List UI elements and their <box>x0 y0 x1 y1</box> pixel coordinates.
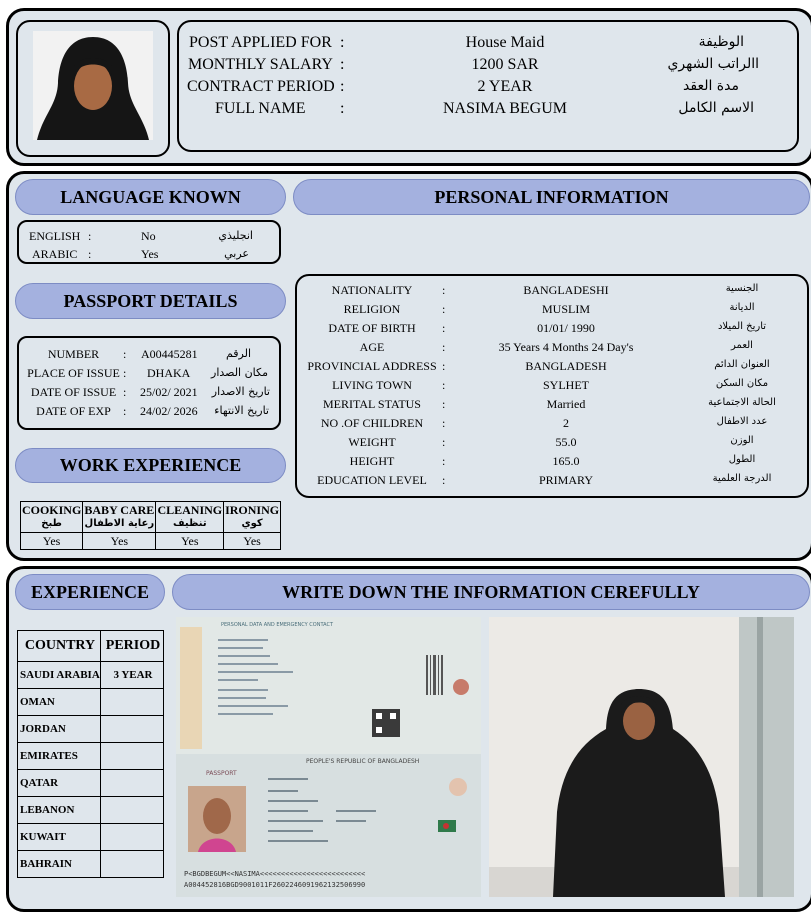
country-cell: KUWAIT <box>18 824 101 851</box>
skill-value: Yes <box>83 533 156 550</box>
country-row <box>18 716 164 743</box>
colon: : <box>442 302 446 316</box>
colon: : <box>442 340 446 354</box>
contract-label: CONTRACT PERIOD <box>187 78 335 95</box>
country-row <box>18 770 164 797</box>
country-cell: EMIRATES <box>18 743 101 770</box>
colon: : <box>442 397 446 411</box>
personal-value: Married <box>546 397 586 411</box>
full-body-photo <box>489 617 794 897</box>
language-title: LANGUAGE KNOWN <box>15 179 286 215</box>
skills-value-row <box>21 533 281 550</box>
personal-value: SYLHET <box>543 378 589 392</box>
passport-value: 24/02/ 2026 <box>140 404 198 418</box>
personal-arabic: الحالة الاجتماعية <box>708 397 776 408</box>
period-cell <box>101 743 164 770</box>
personal-value: BANGLADESH <box>525 359 607 373</box>
emergency-contact-heading: PERSONAL DATA AND EMERGENCY CONTACT <box>221 622 334 628</box>
colon: : <box>88 247 92 261</box>
colon: : <box>340 34 345 51</box>
personal-value: 165.0 <box>552 454 580 468</box>
personal-value: MUSLIM <box>541 302 590 316</box>
personal-label: PROVINCIAL ADDRESS <box>307 359 437 373</box>
passport-label: DATE OF ISSUE <box>30 385 117 399</box>
personal-label: NATIONALITY <box>331 283 413 297</box>
country-cell: JORDAN <box>18 716 101 743</box>
mrz-line-1: P<BGDBEGUM<<NASIMA<<<<<<<<<<<<<<<<<<<<<<<<< <box>184 870 366 878</box>
personal-value: 2 <box>563 416 569 430</box>
salary-label: MONTHLY SALARY <box>188 56 333 73</box>
fullname-arabic: الاسم الكامل <box>678 100 754 116</box>
skill-header: IRONING كوي <box>224 502 281 533</box>
language-label: ENGLISH <box>29 229 81 243</box>
country-cell: LEBANON <box>18 797 101 824</box>
country-row <box>18 797 164 824</box>
work-skills-table <box>20 501 281 550</box>
work-experience-title: WORK EXPERIENCE <box>15 448 286 483</box>
personal-label: WEIGHT <box>348 435 396 449</box>
colon: : <box>442 321 446 335</box>
passport-value: A00445281 <box>141 347 198 361</box>
colon: : <box>340 56 345 73</box>
personal-value: BANGLADESHI <box>523 283 609 297</box>
passport-scan-image <box>176 617 481 897</box>
colon: : <box>123 404 127 418</box>
colon: : <box>123 366 127 380</box>
personal-label: MERITAL STATUS <box>323 397 421 411</box>
colon: : <box>442 378 446 392</box>
passport-value: 25/02/ 2021 <box>140 385 198 399</box>
fullname-label: FULL NAME <box>215 100 306 117</box>
skill-header: BABY CARE رعاية الاطفال <box>83 502 156 533</box>
personal-arabic: الجنسية <box>725 283 759 294</box>
personal-arabic: الوزن <box>730 435 754 446</box>
passport-label: PLACE OF ISSUE <box>27 366 120 380</box>
personal-label: HEIGHT <box>349 454 395 468</box>
language-arabic: انجليذي <box>218 229 253 242</box>
personal-arabic: الطول <box>728 454 756 465</box>
salary-value: 1200 SAR <box>471 56 539 73</box>
colon: : <box>442 454 446 468</box>
colon: : <box>442 283 446 297</box>
language-label: ARABIC <box>32 247 78 261</box>
passport-arabic: الرقم <box>225 347 251 360</box>
language-value: No <box>141 229 156 243</box>
country-cell: OMAN <box>18 689 101 716</box>
period-cell <box>101 851 164 878</box>
period-cell <box>101 770 164 797</box>
salary-arabic: االراتب الشهري <box>667 56 759 72</box>
personal-label: AGE <box>359 340 385 354</box>
personal-label: RELIGION <box>343 302 401 316</box>
mrz-line-2: A004452816BGD9001011F2602246091962132506990 <box>184 881 366 889</box>
country-row <box>18 851 164 878</box>
country-cell: SAUDI ARABIA <box>18 662 101 689</box>
country-row <box>18 824 164 851</box>
personal-info-rows <box>295 274 809 498</box>
personal-label: NO .OF CHILDREN <box>320 416 424 430</box>
colon: : <box>442 359 446 373</box>
passport-arabic: مكان الصدار <box>211 366 268 379</box>
personal-value: 55.0 <box>555 435 577 449</box>
colon: : <box>88 229 92 243</box>
experience-title: EXPERIENCE <box>15 574 165 610</box>
personal-value: 35 Years 4 Months 24 Day's <box>498 340 634 354</box>
contract-value: 2 YEAR <box>477 78 533 95</box>
skills-header-row <box>21 502 281 533</box>
passport-arabic: تاريخ الاصدار <box>211 385 270 398</box>
country-row <box>18 662 164 689</box>
personal-arabic: العمر <box>731 340 753 351</box>
country-header: COUNTRY <box>18 631 101 662</box>
country-row <box>18 689 164 716</box>
contract-arabic: مدة العقد <box>683 78 739 94</box>
period-header: PERIOD <box>101 631 164 662</box>
period-cell <box>101 797 164 824</box>
personal-arabic: مكان السكن <box>715 378 769 389</box>
passport-title: PASSPORT DETAILS <box>15 283 286 319</box>
language-arabic: عربي <box>224 247 249 260</box>
personal-label: LIVING TOWN <box>332 378 412 392</box>
profile-photo <box>33 31 153 140</box>
skill-value: Yes <box>156 533 224 550</box>
write-carefully-banner: WRITE DOWN THE INFORMATION CEREFULLY <box>172 574 810 610</box>
language-value: Yes <box>141 247 159 261</box>
skill-header: CLEANING تنظيف <box>156 502 224 533</box>
post-label: POST APPLIED FOR <box>189 34 332 51</box>
period-cell <box>101 824 164 851</box>
skill-value: Yes <box>224 533 281 550</box>
post-value: House Maid <box>465 34 545 51</box>
passport-label: NUMBER <box>47 347 100 361</box>
country-table-header <box>18 631 164 662</box>
country-heading: PEOPLE'S REPUBLIC OF BANGLADESH <box>306 758 420 765</box>
colon: : <box>442 416 446 430</box>
passport-rows <box>17 336 281 430</box>
personal-label: DATE OF BIRTH <box>328 321 416 335</box>
personal-label: EDUCATION LEVEL <box>317 473 427 487</box>
post-arabic: الوظيفة <box>698 34 744 50</box>
passport-data-page <box>176 754 481 897</box>
personal-arabic: عدد الاطفال <box>716 416 768 427</box>
colon: : <box>123 385 127 399</box>
emergency-contact-page <box>176 617 481 754</box>
country-cell: QATAR <box>18 770 101 797</box>
job-summary-rows <box>177 20 799 152</box>
country-row <box>18 743 164 770</box>
skill-header: COOKING طبخ <box>21 502 83 533</box>
colon: : <box>340 78 345 95</box>
personal-arabic: تاريخ الميلاد <box>717 321 767 332</box>
country-cell: BAHRAIN <box>18 851 101 878</box>
period-cell: 3 YEAR <box>101 662 164 689</box>
personal-info-title: PERSONAL INFORMATION <box>293 179 810 215</box>
personal-arabic: العنوان الدائم <box>714 359 770 370</box>
language-rows <box>17 220 281 264</box>
period-cell <box>101 716 164 743</box>
personal-arabic: الديانة <box>729 302 755 313</box>
passport-value: DHAKA <box>147 366 191 380</box>
fullname-value: NASIMA BEGUM <box>442 100 567 117</box>
skill-value: Yes <box>21 533 83 550</box>
personal-arabic: الدرجة العلمية <box>712 473 772 484</box>
passport-label: DATE OF EXP <box>36 404 111 418</box>
colon: : <box>442 473 446 487</box>
passport-arabic: تاريخ الانتهاء <box>214 404 269 417</box>
colon: : <box>340 100 345 117</box>
period-cell <box>101 689 164 716</box>
personal-value: 01/01/ 1990 <box>537 321 595 335</box>
personal-value: PRIMARY <box>538 473 594 487</box>
colon: : <box>123 347 127 361</box>
colon: : <box>442 435 446 449</box>
passport-word: PASSPORT <box>206 770 237 777</box>
country-experience-table <box>17 630 164 878</box>
